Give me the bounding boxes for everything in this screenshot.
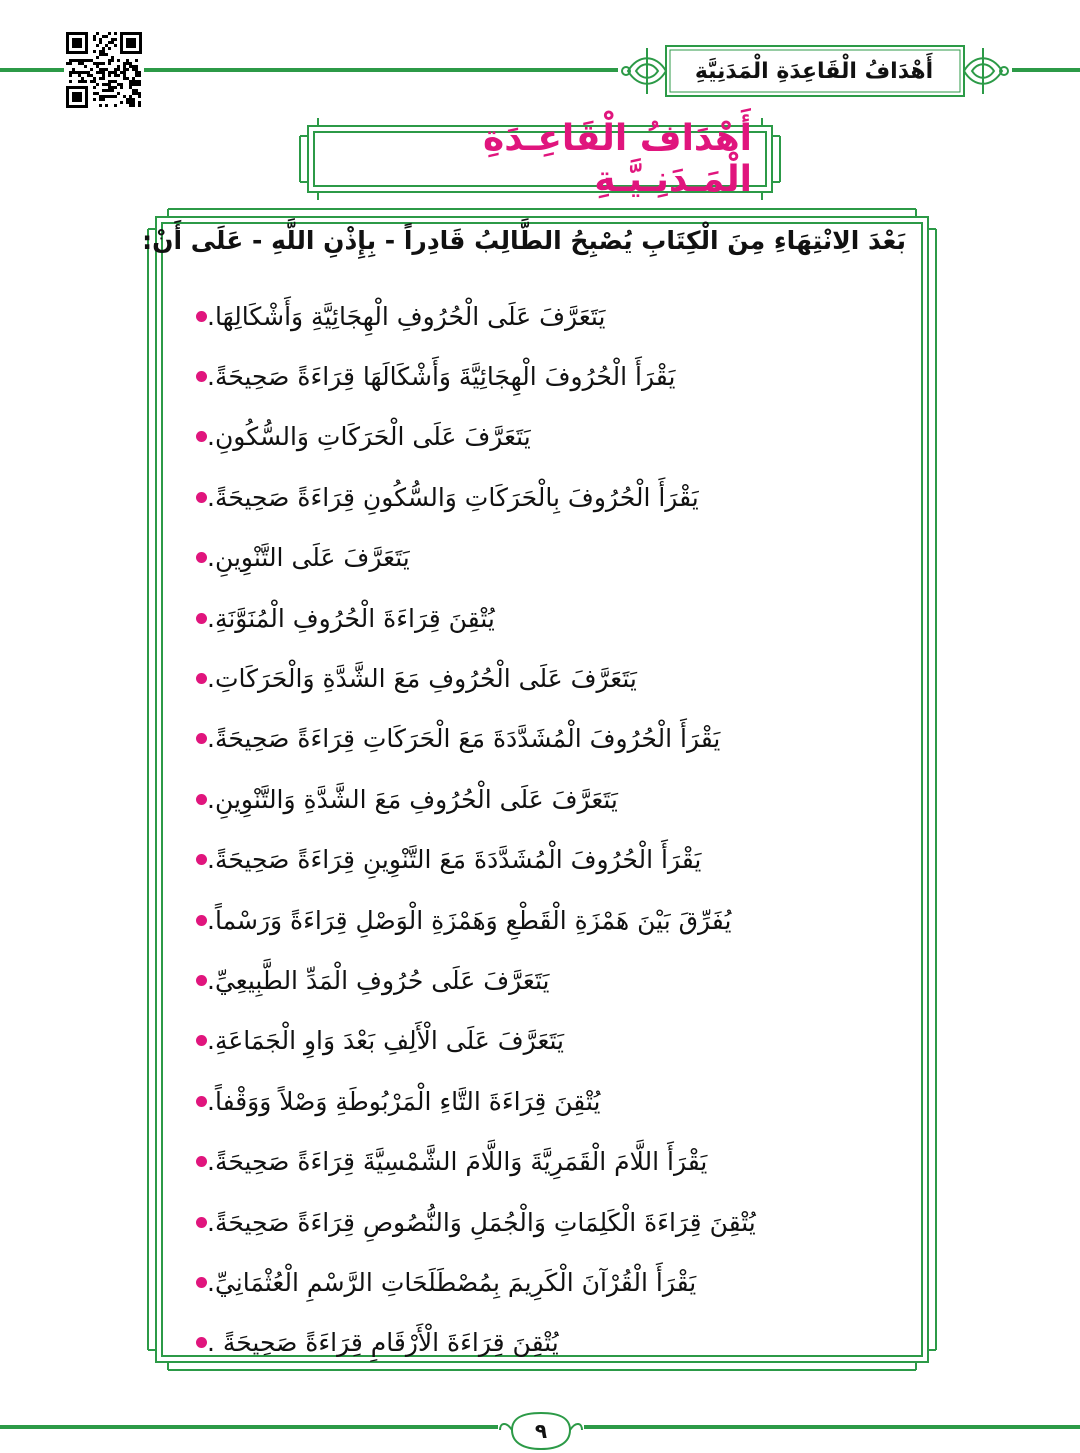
bullet-icon (196, 915, 207, 926)
bullet-icon (196, 733, 207, 744)
goal-text: يَتَعَرَّفَ عَلَى الْأَلِفِ بَعْدَ وَاوِ الْجَمَاعَةِ. (207, 1026, 565, 1056)
bullet-icon (196, 1035, 207, 1046)
list-item (180, 528, 878, 588)
goal-text: يُتْقِنَ قِرَاءَةَ الْأَرْقَامِ قِرَاءَةً صَحِيحَةً . (207, 1328, 559, 1358)
list-item (180, 1313, 878, 1373)
main-title-box (298, 118, 782, 200)
list-item (180, 1011, 878, 1071)
list-item (180, 769, 878, 829)
list-item (180, 346, 878, 406)
bullet-icon (196, 371, 207, 382)
bullet-icon (196, 431, 207, 442)
list-item (180, 709, 878, 769)
goal-text: يُتْقِنَ قِرَاءَةَ الْكَلِمَاتِ وَالْجُمَلِ وَالنُّصُوصِ قِرَاءَةً صَحِيحَةً. (207, 1207, 756, 1237)
page-number: ٩ (534, 1419, 548, 1443)
qr-code (64, 30, 144, 110)
goal-text: يَقْرَأَ الْقُرْآنَ الْكَرِيمَ بِمُصْطَلَحَاتِ الرَّسْمِ الْعُثْمَانِيِّ. (207, 1267, 697, 1297)
list-item (180, 830, 878, 890)
goal-text: يَقْرَأَ الْحُرُوفَ الْمُشَدَّدَةَ مَعَ الْحَرَكَاتِ قِرَاءَةً صَحِيحَةً. (207, 724, 721, 754)
goal-text: يُتْقِنَ قِرَاءَةَ الْحُرُوفِ الْمُنَوَّنَةِ. (207, 603, 495, 633)
list-item (180, 588, 878, 648)
bullet-icon (196, 311, 207, 322)
bullet-icon (196, 552, 207, 563)
bullet-icon (196, 975, 207, 986)
goal-text: يَتَعَرَّفَ عَلَى الْحُرُوفِ الْهِجَائِيَّةِ وَأَشْكَالِهَا. (207, 301, 606, 331)
list-item (180, 648, 878, 708)
list-item (180, 1192, 878, 1252)
bullet-icon (196, 794, 207, 805)
bullet-icon (196, 1217, 207, 1228)
list-item (180, 407, 878, 467)
running-header (618, 44, 1012, 98)
goal-text: يُفَرِّقَ بَيْنَ هَمْزَةِ الْقَطْعِ وَهَمْزَةِ الْوَصْلِ قِرَاءَةً وَرَسْماً. (207, 905, 732, 935)
list-item (180, 1071, 878, 1131)
goals-list (180, 286, 878, 1373)
list-item (180, 1252, 878, 1312)
goal-text: يَتَعَرَّفَ عَلَى حُرُوفِ الْمَدِّ الطَّبِيعِيِّ. (207, 965, 550, 995)
bullet-icon (196, 613, 207, 624)
bullet-icon (196, 1337, 207, 1348)
list-item (180, 286, 878, 346)
bullet-icon (196, 492, 207, 503)
page-number-ornament (498, 1407, 584, 1453)
goal-text: يَقْرَأَ الْحُرُوفَ بِالْحَرَكَاتِ وَالسُّكُونِ قِرَاءَةً صَحِيحَةً. (207, 482, 699, 512)
bullet-icon (196, 1156, 207, 1167)
goal-text: يَقْرَأَ الْحُرُوفَ الْمُشَدَّدَةَ مَعَ التَّنْوِينِ قِرَاءَةً صَحِيحَةً. (207, 845, 702, 875)
list-item (180, 467, 878, 527)
list-item (180, 1131, 878, 1191)
list-item (180, 890, 878, 950)
goal-text: يَتَعَرَّفَ عَلَى التَّنْوِينِ. (207, 543, 410, 573)
bullet-icon (196, 673, 207, 684)
goal-text: يَتَعَرَّفَ عَلَى الْحُرُوفِ مَعَ الشَّدَّةِ وَالْحَرَكَاتِ. (207, 664, 637, 694)
goal-text: يَتَعَرَّفَ عَلَى الْحَرَكَاتِ وَالسُّكُونِ. (207, 422, 531, 452)
bullet-icon (196, 1096, 207, 1107)
goal-text: يَقْرَأَ اللَّامَ الْقَمَرِيَّةَ وَاللَّامَ الشَّمْسِيَّةَ قِرَاءَةً صَحِيحَةً. (207, 1147, 708, 1177)
goal-text: يَقْرَأَ الْحُرُوفَ الْهِجَائِيَّةَ وَأَشْكَالَهَا قِرَاءَةً صَحِيحَةً. (207, 362, 676, 392)
goal-text: يَتَعَرَّفَ عَلَى الْحُرُوفِ مَعَ الشَّدَّةِ وَالتَّنْوِينِ. (207, 784, 618, 814)
bullet-icon (196, 1277, 207, 1288)
goal-text: يُتْقِنَ قِرَاءَةَ التَّاءِ الْمَرْبُوطَةِ وَصْلاً وَوَقْفاً. (207, 1086, 601, 1116)
bullet-icon (196, 854, 207, 865)
main-title: أَهْدَافُ الْقَاعِـدَةِ الْمَـدَنِـيَّـةِ (482, 118, 752, 200)
intro-text: بَعْدَ الِانْتِهَاءِ مِنَ الْكِتَابِ يُصْبِحُ الطَّالِبُ قَادِراً - بِإِذْنِ اللَّهِ - عَلَى أَنْ: (142, 226, 906, 255)
list-item (180, 950, 878, 1010)
header-title: أَهْدَافُ الْقَاعِدَةِ الْمَدَنِيَّةِ (694, 58, 934, 84)
